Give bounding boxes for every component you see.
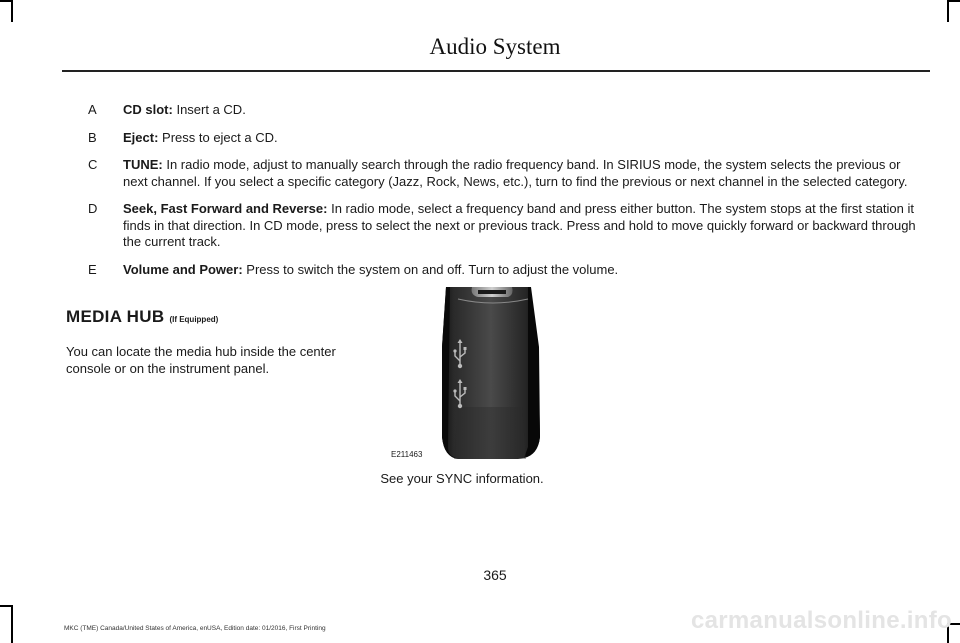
definition-term: Seek, Fast Forward and Reverse:: [123, 201, 328, 216]
footer-edition: MKC (TME) Canada/United States of America, enUSA, Edition date: 01/2016, First Printing: [64, 625, 326, 632]
figure-caption: See your SYNC information.: [380, 471, 544, 486]
definition-text: In radio mode, adjust to manually search through the radio frequency band. In SIRIUS mode, the system selects the previous or next channel. If you select a specific category (Jazz, Rock, News, etc.), turn to find the previous or next channel in the selected category.: [123, 157, 908, 189]
definition-term: Eject:: [123, 129, 159, 145]
crop-mark: [948, 0, 960, 2]
crop-mark: [0, 605, 12, 607]
definition-item: [88, 102, 928, 119]
definition-term: CD slot:: [123, 102, 173, 117]
usb-icon: [453, 339, 467, 369]
definition-key: E: [88, 261, 97, 277]
section-paragraph: You can locate the media hub inside the center console or on the instrument panel.: [66, 344, 336, 376]
definition-text: Press to eject a CD.: [158, 129, 278, 145]
definition-item: [88, 201, 928, 251]
definition-body: [123, 157, 928, 190]
definition-list: [88, 102, 928, 289]
definition-item: [88, 157, 928, 190]
definition-text: Insert a CD.: [172, 102, 246, 117]
definition-item: [88, 262, 928, 279]
section-qualifier: (If Equipped): [169, 315, 219, 324]
definition-body: [123, 201, 928, 251]
media-hub-illustration: [388, 287, 540, 465]
definition-term: TUNE:: [123, 157, 163, 172]
definition-key: A: [88, 102, 97, 117]
definition-key: B: [88, 129, 97, 145]
definition-key: D: [88, 201, 98, 216]
crop-mark: [11, 0, 13, 22]
media-hub-figure: [388, 287, 540, 465]
page-number: 365: [483, 567, 507, 583]
page-title: Audio System: [429, 34, 561, 59]
definition-key: C: [88, 157, 98, 172]
definition-body: [123, 102, 928, 119]
section-heading-text: MEDIA HUB: [66, 307, 165, 326]
crop-mark: [11, 605, 13, 643]
definition-text: In radio mode, select a frequency band and press either button. The system stops at the first station it finds in that direction. In CD mode, press to select the next or previous track. Press and hold to move quickly forward or backward through the current track.: [123, 201, 916, 249]
header-rule: [62, 70, 930, 72]
definition-term: Volume and Power:: [123, 261, 243, 277]
usb-icon: [453, 379, 467, 409]
definition-body: [123, 262, 928, 279]
figure-code: E211463: [391, 450, 423, 459]
definition-text: Press to switch the system on and off. Turn to adjust the volume.: [242, 261, 619, 277]
watermark: carmanualsonline.info: [690, 607, 952, 634]
definition-item: [88, 130, 928, 147]
crop-mark: [947, 0, 949, 22]
definition-body: [123, 130, 928, 147]
section-heading: [66, 307, 218, 327]
